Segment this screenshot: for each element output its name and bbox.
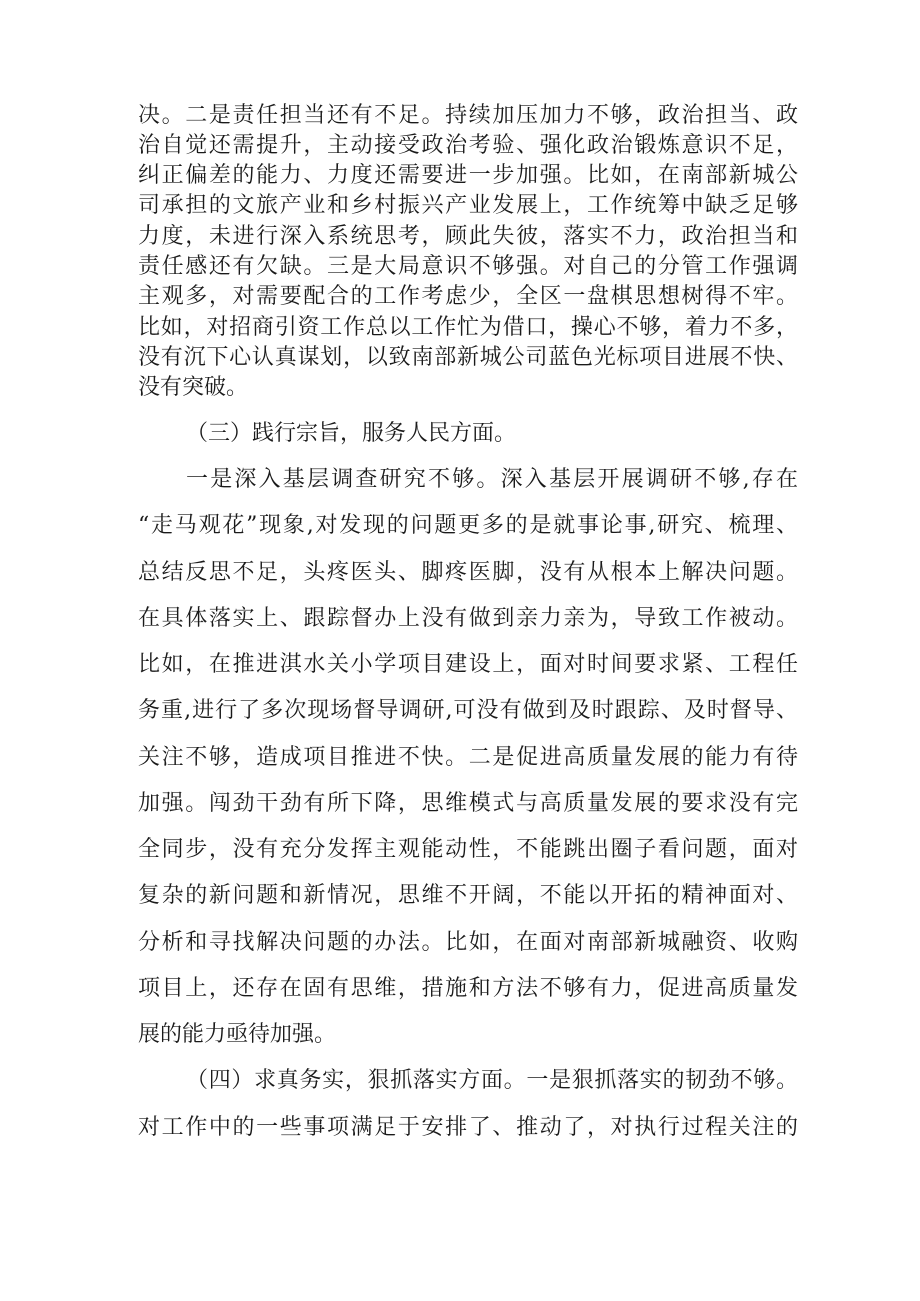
paragraph-line: 比如，在推进淇水关小学项目建设上，面对时间要求紧、工程任 [138,652,798,677]
paragraph-line: 总结反思不足，头疼医头、脚疼医脚，没有从根本上解决问题。 [138,560,798,585]
paragraph-line: 比如，对招商引资工作总以工作忙为借口，操心不够，着力不多， [138,315,798,340]
paragraph-line: 决。二是责任担当还有不足。持续加压加力不够，政治担当、政 [138,103,798,128]
paragraph-line: 复杂的新问题和新情况，思维不开阔，不能以开拓的精神面对、 [138,883,798,908]
paragraph-line: 分析和寻找解决问题的办法。比如，在面对南部新城融资、收购 [138,930,798,955]
paragraph-line: 关注不够，造成项目推进不快。二是促进高质量发展的能力有待 [138,745,798,770]
paragraph-line: 在具体落实上、跟踪督办上没有做到亲力亲为，导致工作被动。 [138,606,798,631]
paragraph-line: 务重,进行了多次现场督导调研,可没有做到及时跟踪、及时督导、 [138,698,798,723]
section-heading: （三）践行宗旨，服务人民方面。 [186,421,517,446]
paragraph-line: 展的能力亟待加强。 [138,1022,337,1047]
paragraph-line: 项目上，还存在固有思维，措施和方法不够有力，促进高质量发 [138,976,798,1001]
paragraph-line: 纠正偏差的能力、力度还需要进一步加强。比如，在南部新城公 [138,163,798,188]
paragraph-line: 主观多，对需要配合的工作考虑少，全区一盘棋思想树得不牢。 [138,284,798,309]
paragraph-line: 没有突破。 [138,375,249,400]
paragraph-line: 加强。闯劲干劲有所下降，思维模式与高质量发展的要求没有完 [138,791,798,816]
paragraph-line: 没有沉下心认真谋划，以致南部新城公司蓝色光标项目进展不快、 [138,345,798,370]
paragraph-line: 全同步，没有充分发挥主观能动性，不能跳出圈子看问题，面对 [138,837,798,862]
paragraph-line: 治自觉还需提升，主动接受政治考验、强化政治锻炼意识不足， [138,133,798,158]
paragraph-line: 一是深入基层调查研究不够。深入基层开展调研不够,存在 [186,467,798,492]
paragraph-line: 司承担的文旅产业和乡村振兴产业发展上，工作统筹中缺乏足够 [138,193,798,218]
paragraph-line: （四）求真务实，狠抓落实方面。一是狠抓落实的韧劲不够。 [186,1068,798,1093]
paragraph-line: 力度，未进行深入系统思考，顾此失彼，落实不力，政治担当和 [138,224,798,249]
paragraph-line: “走马观花”现象,对发现的问题更多的是就事论事,研究、梳理、 [138,513,798,538]
paragraph-line: 责任感还有欠缺。三是大局意识不够强。对自己的分管工作强调 [138,254,798,279]
paragraph-line: 对工作中的一些事项满足于安排了、推动了，对执行过程关注的 [138,1115,798,1140]
